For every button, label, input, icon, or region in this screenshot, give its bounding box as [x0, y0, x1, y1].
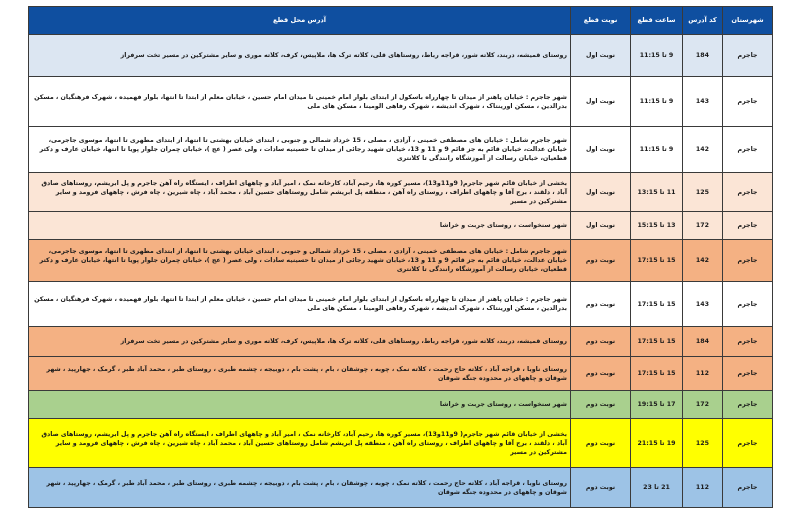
table-row	[29, 468, 773, 508]
address-text: شهر جاجرم شامل : خیابان های مصطفی خمینی ، آزادی ، مصلی ، 15 خرداد شمالی و جنوبی ، ابتدای خیابان بهشتی تا انتها، از ابتدای مطهری تا انتها، موسوی جاجرمی، خیابان عدالت، خیابان قائم به جز قائم 9 و 11 و 13، خیابان شهید رجائی از میدان تا حسینیه سادات ، ولی عصر ( عج )، خیابان چمران جلوار پویا تا انتها، خیابان عارف و دکتر قطعیان، خیابان رسالت از آموزشگاه رانندگی تا کلانتری	[39, 248, 567, 273]
address-text: شهر جاجرم : خیابان پاهنر از میدان تا چهارراه باسکول از ابتدای بلوار امام خمینی تا میدان امام حسین ، خیابان معلم از ابتدا تا انتها، بلوار فهمیده ، شهرک فرهنگیان ، مسکن بدرالدین ، مسکن اورینتاک ، شهرک اندیشه ، شهرک رفاهی الومینا ، مسکن های ملی	[34, 296, 567, 312]
cell-time: 9 تا 11:15	[631, 127, 683, 173]
cell-address	[29, 173, 571, 212]
cell-code: 184	[683, 327, 723, 357]
header-time: ساعت قطع	[631, 7, 683, 35]
cell-city: جاجرم	[723, 212, 773, 240]
cell-turn: نوبت اول	[571, 35, 631, 77]
cell-address	[29, 77, 571, 127]
cell-address	[29, 282, 571, 327]
cell-address	[29, 212, 571, 240]
cell-code: 112	[683, 357, 723, 391]
cell-code: 172	[683, 212, 723, 240]
cell-address	[29, 391, 571, 419]
cell-code: 184	[683, 35, 723, 77]
header-code: کد آدرس	[683, 7, 723, 35]
cell-address	[29, 35, 571, 77]
cell-city: جاجرم	[723, 35, 773, 77]
table-row	[29, 357, 773, 391]
cell-city: جاجرم	[723, 391, 773, 419]
cell-city: جاجرم	[723, 77, 773, 127]
cell-city: جاجرم	[723, 468, 773, 508]
cell-turn: نوبت دوم	[571, 240, 631, 282]
table-row	[29, 35, 773, 77]
cell-time: 21 تا 23	[631, 468, 683, 508]
cell-code: 125	[683, 419, 723, 468]
table-row	[29, 240, 773, 282]
cell-address	[29, 357, 571, 391]
table-row	[29, 419, 773, 468]
cell-turn: نوبت دوم	[571, 282, 631, 327]
header-city: شهرستان	[723, 7, 773, 35]
cell-city: جاجرم	[723, 127, 773, 173]
cell-turn: نوبت دوم	[571, 419, 631, 468]
cell-code: 125	[683, 173, 723, 212]
address-text: بخشی از خیابان قائم شهر جاجرم( 9و11و13)، مسیر کوره ها، رحیم آباد، کارخانه نمک ، امیر آباد و چاههای اطراف ، ایستگاه راه آهن جاجرم و پل ابریشم، روستاهای صادق آباد ، دلقند ، برج آقا و چاههای اطراف ، روستای راه آهن ، منطقه پل ابریشم شامل روستاهای حسین آباد ، محمد آباد ، چاه شیرین ، چاه فرش ، چاههای فرومد و سایر مشترکین در مسیر	[41, 430, 567, 456]
address-text: بخشی از خیابان قائم شهر جاجرم( 9و11و13)، مسیر کوره ها، رحیم آباد، کارخانه نمک ، امیر آباد و چاههای اطراف ، ایستگاه راه آهن جاجرم و پل ابریشم، روستاهای صادق آباد ، دلقند ، برج آقا و چاههای اطراف ، روستای راه آهن ، منطقه پل ابریشم شامل روستاهای حسین آباد ، محمد آباد ، چاه شیرین ، چاه فرش ، چاههای فرومد و سایر مشترکین در مسیر	[41, 179, 567, 205]
address-text: روستای قمیشه، دربند، کلاته شور، قراجه رباط، روستاهای قلی، کلاته ترک ها، ملاپیس، کرف، کلاته موری و سایر مشترکین در مسیر تخت سرفراز	[120, 52, 567, 59]
cell-time: 15 تا 17:15	[631, 282, 683, 327]
address-text: شهر سنخواست ، روستای جربت و خراشا	[439, 222, 567, 229]
cell-address	[29, 327, 571, 357]
table-row	[29, 391, 773, 419]
cell-time: 15 تا 17:15	[631, 327, 683, 357]
cell-city: جاجرم	[723, 419, 773, 468]
cell-time: 9 تا 11:15	[631, 77, 683, 127]
cell-time: 15 تا 17:15	[631, 357, 683, 391]
address-text: شهر جاجرم شامل : خیابان های مصطفی خمینی ، آزادی ، مصلی ، 15 خرداد شمالی و جنوبی ، ابتدای خیابان بهشتی تا انتها، از ابتدای مطهری تا انتها، موسوی جاجرمی، خیابان عدالت، خیابان قائم به جز قائم 9 و 11 و 13، خیابان شهید رجائی از میدان تا حسینیه سادات ، ولی عصر ( عج )، خیابان چمران جلوار پویا تا انتها، خیابان عارف و دکتر قطعیان، خیابان رسالت از آموزشگاه رانندگی تا کلانتری	[39, 137, 567, 162]
address-text: شهر جاجرم : خیابان پاهنر از میدان تا چهارراه باسکول از ابتدای بلوار امام خمینی تا میدان امام حسین ، خیابان معلم از ابتدا تا انتها، بلوار فهمیده ، شهرک فرهنگیان ، مسکن بدرالدین ، مسکن اورینتاک ، شهرک اندیشه ، شهرک رفاهی الومینا ، مسکن های ملی	[34, 93, 567, 110]
table-row	[29, 173, 773, 212]
address-text: روستای ناوبا ، قراجه آباد ، کلاته حاج رحمت ، کلاته نمک ، چوبه ، چوشقان ، بام ، پشت بام ، دوبیجه ، چشمه طبری ، روستای طبر ، محمد آباد طبر ، گرمک ، جهارپید ، شهر شوقان و چاههای در محدوده جنگه شوقان	[46, 365, 567, 382]
cell-turn: نوبت دوم	[571, 327, 631, 357]
cell-code: 142	[683, 127, 723, 173]
cell-time: 17 تا 19:15	[631, 391, 683, 419]
table-row	[29, 127, 773, 173]
cell-time: 19 تا 21:15	[631, 419, 683, 468]
cell-city: جاجرم	[723, 357, 773, 391]
cell-turn: نوبت اول	[571, 173, 631, 212]
cell-address	[29, 240, 571, 282]
cell-code: 142	[683, 240, 723, 282]
address-text: روستای قمیشه، دربند، کلاته شور، قراجه رباط، روستاهای قلی، کلاته ترک ها، ملاپیس، کرف، کلاته موری و سایر مشترکین در مسیر تخت سرفراز	[120, 338, 567, 345]
outage-schedule-table	[28, 6, 773, 508]
cell-city: جاجرم	[723, 240, 773, 282]
cell-address	[29, 468, 571, 508]
table-row	[29, 77, 773, 127]
cell-code: 143	[683, 77, 723, 127]
header-turn: نوبت قطع	[571, 7, 631, 35]
cell-address	[29, 419, 571, 468]
cell-turn: نوبت اول	[571, 77, 631, 127]
cell-turn: نوبت دوم	[571, 357, 631, 391]
cell-time: 11 تا 13:15	[631, 173, 683, 212]
cell-turn: نوبت اول	[571, 212, 631, 240]
cell-turn: نوبت دوم	[571, 391, 631, 419]
cell-code: 143	[683, 282, 723, 327]
header-address: آدرس محل قطع	[29, 7, 571, 35]
cell-code: 172	[683, 391, 723, 419]
address-text: روستای ناوبا ، قراجه آباد ، کلاته حاج رحمت ، کلاته نمک ، چوبه ، چوشقان ، بام ، پشت بام ، دوبیجه ، چشمه طبری ، روستای طبر ، محمد آباد طبر ، گرمک ، جهارپید ، شهر شوقان و چاههای در محدوده جنگه شوقان	[46, 479, 567, 496]
table-row	[29, 327, 773, 357]
address-text: شهر سنخواست ، روستای جربت و خراشا	[439, 401, 567, 408]
table-row	[29, 282, 773, 327]
cell-turn: نوبت اول	[571, 127, 631, 173]
cell-turn: نوبت دوم	[571, 468, 631, 508]
cell-time: 15 تا 17:15	[631, 240, 683, 282]
table-row	[29, 212, 773, 240]
cell-address	[29, 127, 571, 173]
cell-city: جاجرم	[723, 327, 773, 357]
cell-code: 112	[683, 468, 723, 508]
cell-city: جاجرم	[723, 173, 773, 212]
table-header-row	[29, 7, 773, 35]
cell-city: جاجرم	[723, 282, 773, 327]
cell-time: 13 تا 15:15	[631, 212, 683, 240]
cell-time: 9 تا 11:15	[631, 35, 683, 77]
